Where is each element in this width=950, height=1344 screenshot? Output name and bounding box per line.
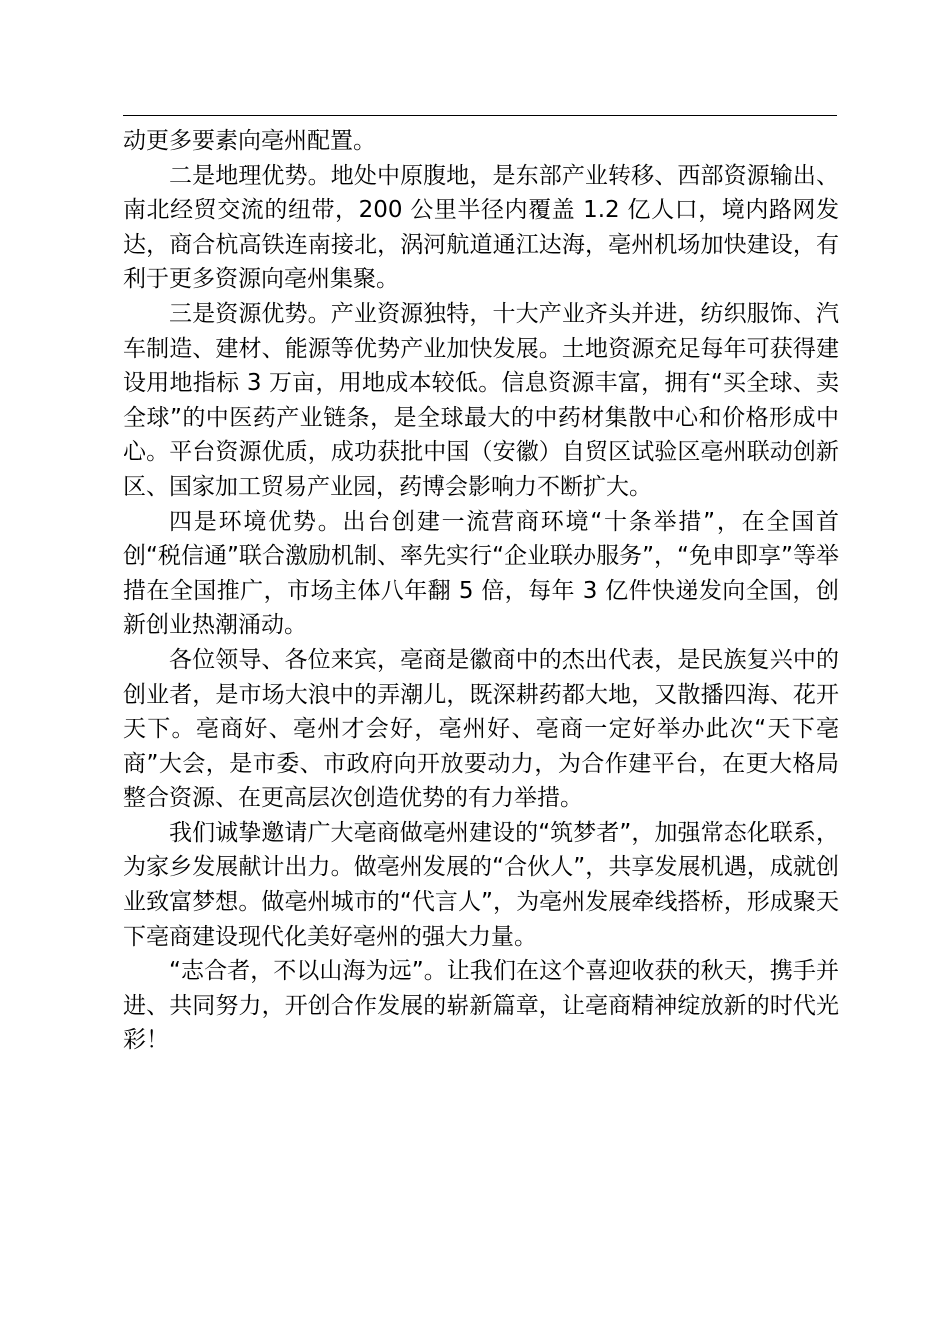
paragraph-invitation: 我们诚挚邀请广大亳商做亳州建设的“筑梦者”，加强常态化联系，为家乡发展献计出力。做亳州发展的“合伙人”，共享发展机遇，成就创业致富梦想。做亳州城市的“代言人”，为亳州发展牵线搭桥，形成聚天下亳商建设现代化美好亳州的强大力量。 (123, 819, 839, 950)
header-rule (123, 115, 837, 116)
paragraph-closing: “志合者，不以山海为远”。让我们在这个喜迎收获的秋天，携手并进、共同努力，开创合作发展的崭新篇章，让亳商精神绽放新的时代光彩！ (123, 958, 839, 1054)
paragraph-environment-advantage: 四是环境优势。出台创建一流营商环境“十条举措”，在全国首创“税信通”联合激励机制、率先实行“企业联办服务”，“免申即享”等举措在全国推广，市场主体八年翻 5 倍，每年 3 亿件快递发向全国，创新创业热潮涌动。 (123, 508, 839, 639)
paragraph-bozhou-merchants: 各位领导、各位来宾，亳商是徽商中的杰出代表，是民族复兴中的创业者，是市场大浪中的弄潮儿，既深耕药都大地，又散播四海、花开天下。亳商好、亳州才会好，亳州好、亳商一定好举办此次“天下亳商”大会，是市委、市政府向开放要动力，为合作建平台，在更大格局整合资源、在更高层次创造优势的有力举措。 (123, 646, 839, 812)
document-body (123, 124, 839, 1058)
paragraph-resource-advantage: 三是资源优势。产业资源独特，十大产业齐头并进，纺织服饰、汽车制造、建材、能源等优势产业加快发展。土地资源充足每年可获得建设用地指标 3 万亩，用地成本较低。信息资源丰富，拥有“买全球、卖全球”的中医药产业链条，是全球最大的中药材集散中心和价格形成中心。平台资源优质，成功获批中国（安徽）自贸区试验区亳州联动创新区、国家加工贸易产业园，药博会影响力不断扩大。 (123, 300, 839, 500)
paragraph-continuation: 动更多要素向亳州配置。 (123, 128, 376, 154)
paragraph-geographic-advantage: 二是地理优势。地处中原腹地，是东部产业转移、西部资源输出、南北经贸交流的纽带，200 公里半径内覆盖 1.2 亿人口，境内路网发达，商合杭高铁连南接北，涡河航道通江达海，亳州机场加快建设，有利于更多资源向亳州集聚。 (123, 162, 839, 293)
